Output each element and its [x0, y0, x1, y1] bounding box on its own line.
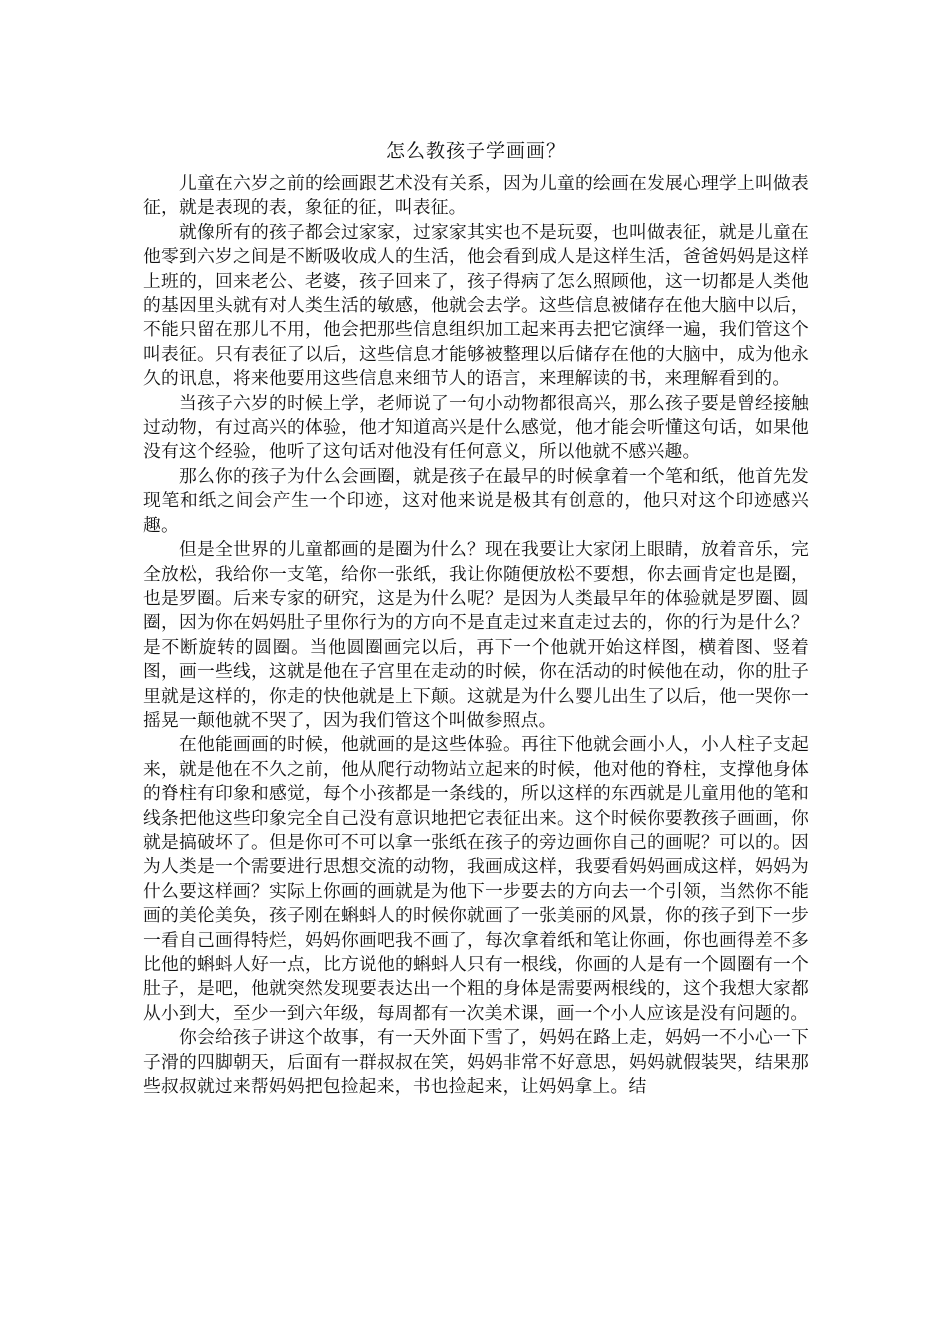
paragraph-5: 但是全世界的儿童都画的是圈为什么？现在我要让大家闭上眼睛，放着音乐，完全放松，我给你一支笔，给你一张纸，我让你随便放松不要想，你去画肯定也是圈，也是罗圈。后来专家的研究，这是为什么呢？是因为人类最早年的体验就是罗圈、圆圈，因为你在妈妈肚子里你行为的方向不是直走过来直走过去的，你的行为是什么？是不断旋转的圆圈。当他圆圈画完以后，再下一个他就开始这样图，横着图、竖着图，画一些线，这就是他在子宫里在走动的时候，你在活动的时候他在动，你的肚子里就是这样的，你走的快他就是上下颠。这就是为什么婴儿出生了以后，他一哭你一摇晃一颠他就不哭了，因为我们管这个叫做参照点。	[143, 539, 809, 731]
paragraph-7: 你会给孩子讲这个故事，有一天外面下雪了，妈妈在路上走，妈妈一不小心一下子滑的四脚朝天，后面有一群叔叔在笑，妈妈非常不好意思，妈妈就假装哭，结果那些叔叔就过来帮妈妈把包捡起来，书也捡起来，让妈妈拿上。结	[143, 1027, 809, 1098]
document-page	[143, 134, 809, 1099]
paragraph-6: 在他能画画的时候，他就画的是这些体验。再往下他就会画小人，小人柱子支起来，就是他在不久之前，他从爬行动物站立起来的时候，他对他的脊柱，支撑他身体的脊柱有印象和感觉，每个小孩都是一条线的，所以这样的东西就是儿童用他的笔和线条把他这些印象完全自己没有意识地把它表征出来。这个时候你要教孩子画画，你就是搞破坏了。但是你可不可以拿一张纸在孩子的旁边画你自己的画呢？可以的。因为人类是一个需要进行思想交流的动物，我画成这样，我要看妈妈画成这样，妈妈为什么要这样画？实际上你画的画就是为他下一步要去的方向去一个引领，当然你不能画的美伦美奂，孩子刚在蝌蚪人的时候你就画了一张美丽的风景，你的孩子到下一步一看自己画得特烂，妈妈你画吧我不画了，每次拿着纸和笔让你画，你也画得差不多比他的蝌蚪人好一点，比方说他的蝌蚪人只有一根线，你画的人是有一个圆圈有一个肚子，是吧，他就突然发现要表达出一个粗的身体是需要两根线的，这个我想大家都从小到大，至少一到六年级，每周都有一次美术课，画一个小人应该是没有问题的。	[143, 734, 809, 1024]
paragraph-1: 儿童在六岁之前的绘画跟艺术没有关系，因为儿童的绘画在发展心理学上叫做表征，就是表现的表，象征的征，叫表征。	[143, 173, 809, 219]
paragraph-2: 就像所有的孩子都会过家家，过家家其实也不是玩耍，也叫做表征，就是儿童在他零到六岁之间是不断吸收成人的生活，他会看到成人是这样生活，爸爸妈妈是这样上班的，回来老公、老婆，孩子回来了，孩子得病了怎么照顾他，这一切都是人类他的基因里头就有对人类生活的敏感，他就会去学。这些信息被储存在他大脑中以后，不能只留在那儿不用，他会把那些信息组织加工起来再去把它演绎一遍，我们管这个叫表征。只有表征了以后，这些信息才能够被整理以后储存在他的大脑中，成为他永久的讯息，将来他要用这些信息来细节人的语言，来理解读的书，来理解看到的。	[143, 221, 809, 390]
paragraph-4: 那么你的孩子为什么会画圈，就是孩子在最早的时候拿着一个笔和纸，他首先发现笔和纸之间会产生一个印迹，这对他来说是极其有创意的，他只对这个印迹感兴趣。	[143, 465, 809, 536]
paragraph-3: 当孩子六岁的时候上学，老师说了一句小动物都很高兴，那么孩子要是曾经接触过动物，有过高兴的体验，他才知道高兴是什么感觉，他才能会听懂这句话，如果他没有这个经验，他听了这句话对他没有任何意义，所以他就不感兴趣。	[143, 392, 809, 463]
document-title: 怎么教孩子学画画？	[385, 140, 566, 162]
